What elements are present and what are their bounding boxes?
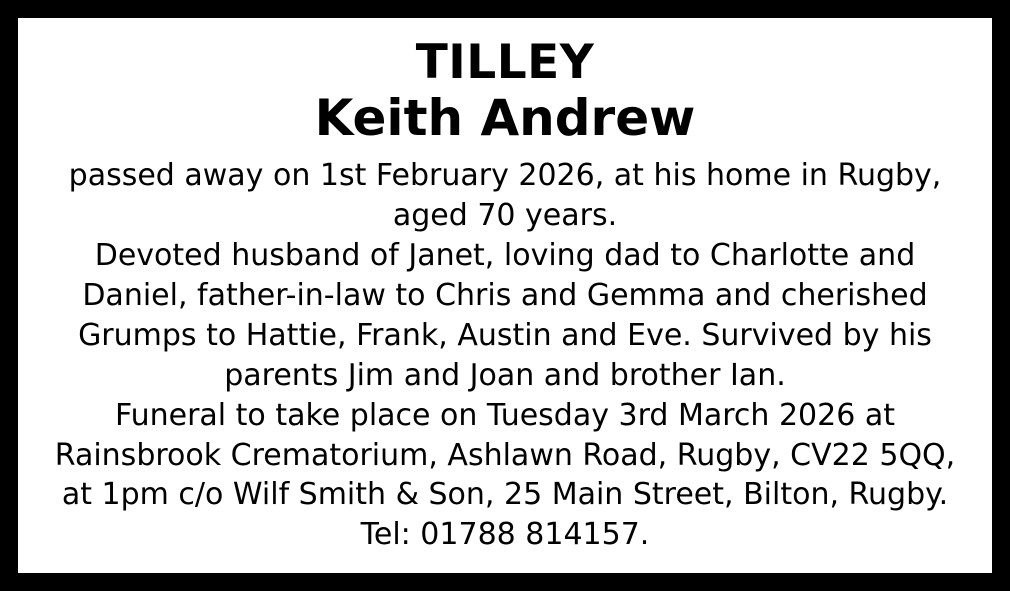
obituary-line: passed away on 1st February 2026, at his home in Rugby,	[68, 158, 942, 194]
obituary-line: parents Jim and Joan and brother Ian.	[224, 357, 786, 393]
obituary-line: aged 70 years.	[392, 198, 618, 234]
obituary-line: Tel: 01788 814157.	[360, 517, 650, 553]
obituary-notice-card	[14, 14, 996, 577]
deceased-forenames: Keith Andrew	[314, 89, 696, 148]
obituary-line: Rainsbrook Crematorium, Ashlawn Road, Rugby, CV22 5QQ,	[54, 437, 956, 473]
obituary-line: Funeral to take place on Tuesday 3rd March 2026 at	[114, 397, 895, 433]
obituary-body	[38, 156, 972, 555]
obituary-line: Devoted husband of Janet, loving dad to Charlotte and	[94, 238, 916, 274]
obituary-line: Grumps to Hattie, Frank, Austin and Eve. Survived by his	[78, 317, 932, 353]
deceased-surname: TILLEY	[415, 35, 595, 90]
obituary-line: Daniel, father-in-law to Chris and Gemma and cherished	[82, 278, 928, 314]
obituary-line: at 1pm c/o Wilf Smith & Son, 25 Main Street, Bilton, Rugby.	[61, 477, 949, 513]
